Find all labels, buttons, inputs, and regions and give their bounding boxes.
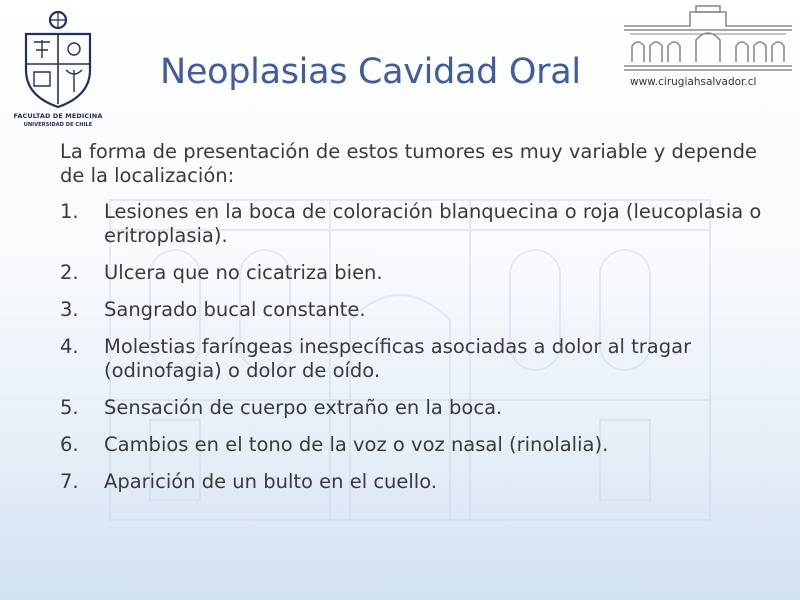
item-number: 3. [60, 298, 79, 321]
list-item [60, 200, 770, 248]
item-number: 6. [60, 433, 79, 456]
faculty-logo [8, 8, 108, 138]
university-shield-icon [20, 8, 96, 110]
item-number: 4. [60, 335, 79, 358]
item-number: 2. [60, 261, 79, 284]
list-item [60, 470, 770, 494]
item-number: 7. [60, 470, 79, 493]
item-text: Molestias faríngeas inespecíficas asociadas a dolor al tragar (odinofagia) o dolor de oído. [104, 335, 692, 382]
list-item [60, 433, 770, 457]
item-text: Sangrado bucal constante. [104, 298, 366, 321]
item-number: 5. [60, 396, 79, 419]
item-text: Lesiones en la boca de coloración blanquecina o roja (leucoplasia o eritroplasia). [104, 200, 762, 247]
intro-text: La forma de presentación de estos tumores es muy variable y depende de la localización: [60, 140, 757, 187]
symptom-list [60, 200, 770, 494]
list-item [60, 298, 770, 322]
slide-body [60, 140, 770, 507]
item-text: Ulcera que no cicatriza bien. [104, 261, 383, 284]
hospital-building-icon [620, 4, 796, 74]
item-text: Sensación de cuerpo extraño en la boca. [104, 396, 503, 419]
list-item [60, 396, 770, 420]
site-url: www.cirugiahsalvador.cl [630, 76, 757, 88]
list-item [60, 261, 770, 285]
page-title: Neoplasias Cavidad Oral [160, 52, 581, 92]
institution-name: FACULTAD DE MEDICINA [13, 112, 103, 120]
item-text: Cambios en el tono de la voz o voz nasal (rinolalia). [104, 433, 609, 456]
item-number: 1. [60, 200, 79, 223]
list-item [60, 335, 770, 383]
item-text: Aparición de un bulto en el cuello. [104, 470, 438, 493]
university-name: UNIVERSIDAD DE CHILE [23, 122, 93, 128]
